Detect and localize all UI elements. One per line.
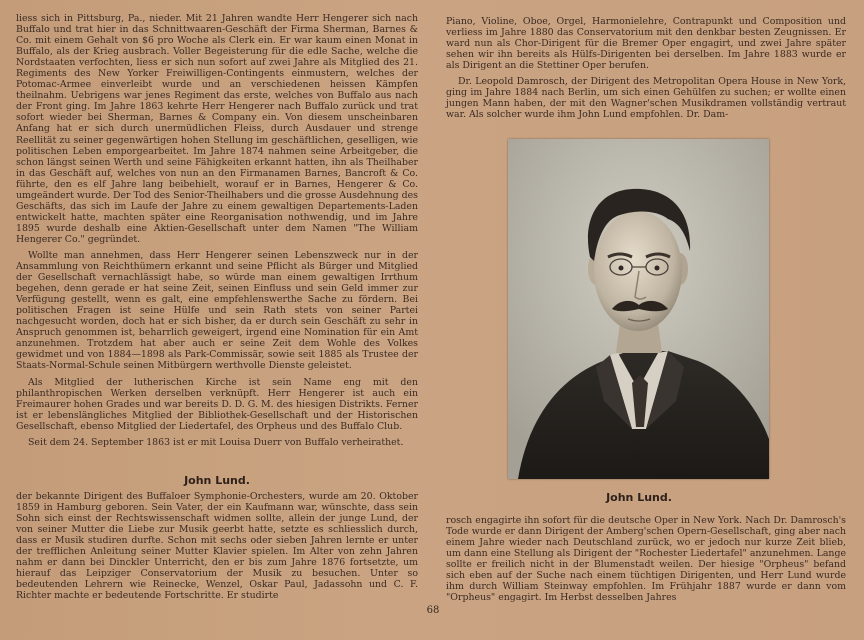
paragraph: rosch engagirte ihn sofort für die deutsche Oper in New York. Nach Dr. Damrosch's Tode wurde er dann Dirigent der Amberg'schen Opern-Gesellschaft, ging aber nach einem Jahre wieder nach Deutschland zurück, wo er jedoch nur kurze Zeit blieb, um dann eine Stellung als Dirigent der "Rochester Liedertafel" anzunehmen. Lange sollte er freilich nicht in der Blumenstadt weilen. Der hiesige "Orpheus" befand sich eben auf der Suche nach einem tüchtigen Dirigenten, und Herr Lund wurde ihm durch William Steinway empfohlen. Im Frühjahr 1887 wurde er dann vom "Orpheus" engagirt. Im Herbst desselben Jahres [446, 515, 846, 604]
paragraph: der bekannte Dirigent des Buffaloer Symphonie-Orchesters, wurde am 20. Oktober 1859 in Hamburg geboren. Sein Vater, der ein Kaufmann war, wünschte, dass sein Sohn sich einst der Rechtswissenschaft widmen sollte, allein der junge Lund, der von seiner Mutter die Liebe zur Musik geerbt hatte, setzte es schliesslich durch, dass er Musik studiren durfte. Schon mit sechs oder sieben Jahren lernte er unter der trefflichen Anleitung seiner Mutter Klavier spielen. Im Alter von zehn Jahren nahm er dann bei Dinckler Unterricht, den er bis zum Jahre 1876 fortsetzte, um hierauf das Leipziger Conservatorium der Musik zu besuchen. Unter so bedeutenden Lehrern wie Reinecke, Wenzel, Oskar Paul, Jadassohn und C. F. Richter machte er bedeutende Fortschritte. Er studirte [16, 491, 418, 602]
portrait-illustration [508, 139, 769, 479]
right-column-top-text [446, 16, 846, 125]
section-heading: John Lund. [184, 474, 250, 487]
paragraph: Wollte man annehmen, dass Herr Hengerer seinen Lebenszweck nur in der Ansammlung von Reichthümern erkannt und seine Pflicht als Bürger und Mitglied der Gesellschaft vernachlässigt habe, so würde man einem gewaltigen Irrthum begehen, denn gerade er hat seine Zeit, seinen Einfluss und sein Geld immer zur Verfügung gestellt, wenn es galt, eine empfehlenswerthe Sache zu fördern. Bei politischen Fragen ist seine Hülfe und sein Rath stets von seiner Partei nachgesucht worden, doch hat er sich bisher, da er durch sein Geschäft zu sehr in Anspruch genommen ist, beharrlich geweigert, irgend eine Nomination für ein Amt anzunehmen. Trotzdem hat aber auch er seine Zeit dem Wohle des Volkes gewidmet und von 1884—1898 als Park-Commissär, sowie seit 1885 als Trustee der Staats-Normal-Schule seinen Mitbürgern werthvolle Dienste geleistet. [16, 249, 418, 372]
bottom-right-column-text [446, 515, 846, 608]
portrait-caption: John Lund. [606, 491, 672, 504]
bottom-left-column-text [16, 491, 418, 606]
paragraph: Als Mitglied der lutherischen Kirche ist sein Name eng mit den philanthropischen Werken derselben verknüpft. Herr Hengerer ist auch ein Freimaurer hohen Grades und war bereits D. D. G. M. des hiesigen Distrikts. Ferner ist er lebenslängliches Mitglied der Bibliothek-Gesellschaft und der Historischen Gesellschaft, ebenso Mitglied der Liedertafel, des Orpheus und des Buffalo Club. [16, 376, 418, 432]
paragraph: Seit dem 24. September 1863 ist er mit Louisa Duerr von Buffalo verheirathet. [28, 436, 404, 448]
left-column-text [16, 13, 418, 453]
portrait-photo [508, 139, 769, 479]
paragraph: Dr. Leopold Damrosch, der Dirigent des Metropolitan Opera House in New York, ging im Jahre 1884 nach Berlin, um sich einen Gehülfen zu suchen; er wollte einen jungen Mann haben, der mit den Wagner'schen Musikdramen vollständig vertraut war. Als solcher wurde ihm John Lund empfohlen. Dr. Dam- [446, 76, 846, 121]
paragraph: Piano, Violine, Oboe, Orgel, Harmonielehre, Contrapunkt und Composition und verliess im Jahre 1880 das Conservatorium mit den denkbar besten Zeugnissen. Er ward nun als Chor-Dirigent für die Bremer Oper engagirt, und zwei Jahre später sehen wir ihn bereits als Hülfs-Dirigenten bei derselben. Im Jahre 1883 wurde er als Dirigent an die Stettiner Oper berufen. [446, 16, 846, 72]
page-number: 68 [426, 605, 440, 616]
paragraph: liess sich in Pittsburg, Pa., nieder. Mit 21 Jahren wandte Herr Hengerer sich nach Buffalo und trat hier in das Schnittwaaren-Geschäft der Firma Sherman, Barnes & Co. mit einem Gehalt von $6 pro Woche als Clerk ein. Er war kaum einen Monat in Buffalo, als der Krieg ausbrach. Voller Begeisterung für die edle Sache, welche die Nordstaaten verfochten, liess er sich nun sofort auf zwei Jahre als Mitglied des 21. Regiments des New Yorker Freiwilligen-Contingents einmustern, welches der Potomac-Armee einverleibt wurde und an verschiedenen heissen Kämpfen theilnahm. Uebrigens war jenes Regiment das erste, welches von Buffalo aus nach der Front ging. Im Jahre 1863 kehrte Herr Hengerer nach Buffalo zurück und trat sofort wieder bei Sherman, Barnes & Company ein. Von diesem unscheinbaren Anfang hat er sich durch unermüdlichen Fleiss, durch Ausdauer und strenge Reellität zu seiner gegenwärtigen hohen Stellung im geschäftlichen, geselligen, wie politischen Leben emporgearbeitet. Im Jahre 1874 nahmen seine Arbeitgeber, die schon längst seinen Werth und seine Fähigkeiten erkannt hatten, ihn als Theilhaber in das Geschäft auf, welches von nun an den Firmanamen Barnes, Bancroft & Co. führte, den es elf Jahre lang beibehielt, worauf er in Barnes, Hengerer & Co. umgeändert wurde. Der Tod des Senior-Theilhabers und die grosse Ausdehnung des Geschäfts, das sich im Laufe der Jahre zu einem gewaltigen Departements-Laden entwickelt hatte, machten später eine Reorganisation nothwendig, und im Jahre 1895 wurde deshalb eine Aktien-Gesellschaft unter dem Namen "The William Hengerer Co." gegründet. [16, 13, 418, 245]
